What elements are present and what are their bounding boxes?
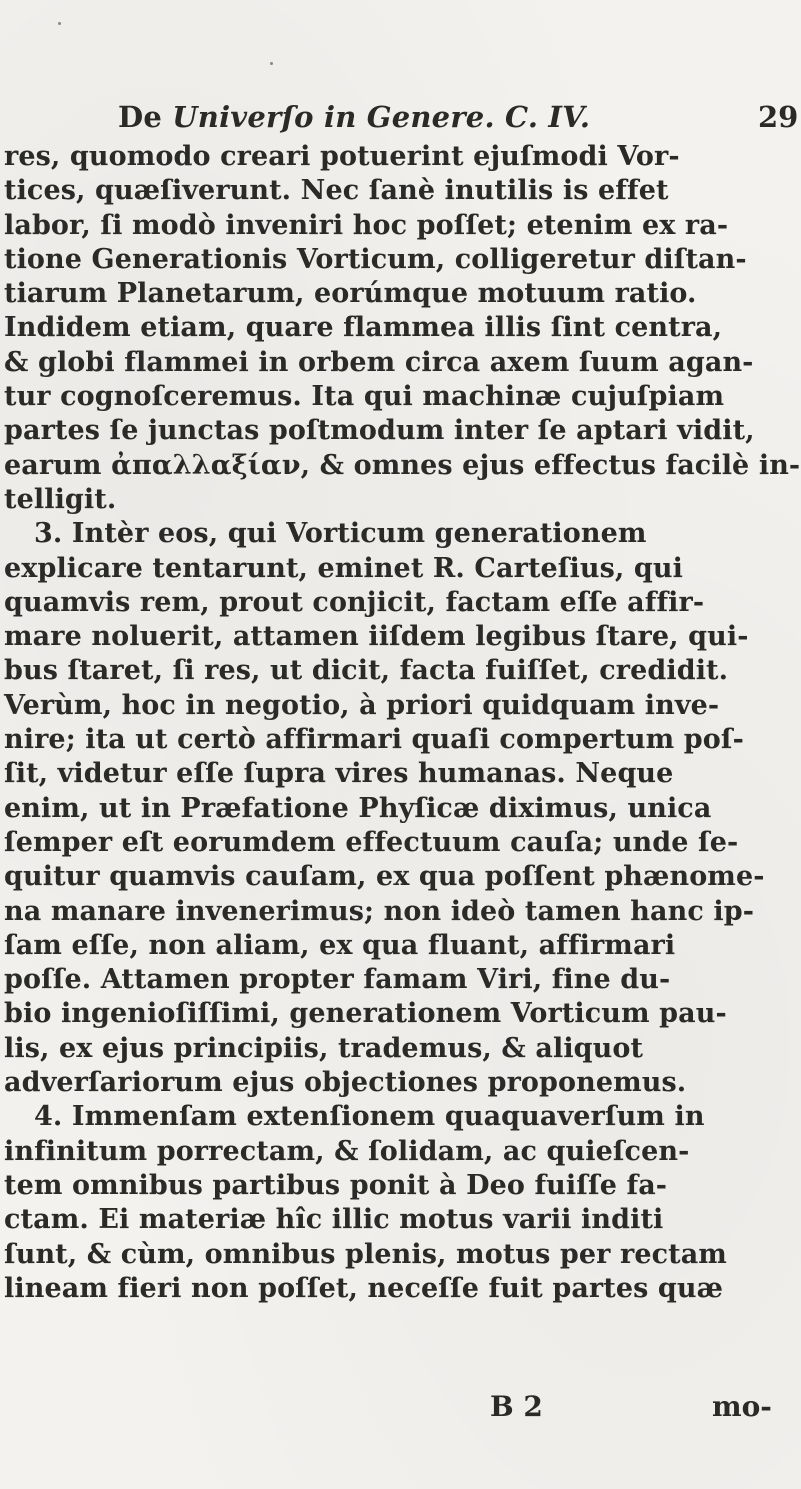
text-line: enim, ut in Præfatione Phyſicæ diximus, unica bbox=[4, 792, 712, 824]
page-footer bbox=[0, 1390, 801, 1430]
text-line: adverſariorum ejus objectiones proponemus. bbox=[4, 1067, 687, 1099]
text-line: & globi flammei in orbem circa axem ſuum agan- bbox=[4, 346, 754, 378]
text-line: lis, ex ejus principiis, trademus, & aliquot bbox=[4, 1032, 644, 1064]
text-line: nire; ita ut certò affirmari quaſi compertum poſ- bbox=[4, 724, 744, 756]
text-line: bio ingenioſiſſimi, generationem Vorticum pau- bbox=[4, 998, 727, 1030]
text-line: poſſe. Attamen propter famam Viri, fine du- bbox=[4, 964, 671, 996]
text-line: labor, ſi modò inveniri hoc poſſet; etenim ex ra- bbox=[4, 209, 729, 241]
ink-speck bbox=[58, 22, 61, 25]
paragraph-3-start: 3. Intèr eos, qui Vorticum generationem bbox=[34, 518, 647, 550]
text-line: quamvis rem, prout conjicit, factam eſſe affir- bbox=[4, 586, 705, 618]
running-header bbox=[0, 100, 801, 142]
text-line: bus ſtaret, ſi res, ut dicit, facta fuiſſet, credidit. bbox=[4, 655, 729, 687]
text-line: earum ἀπαλλαξίαν, & omnes ejus effectus facilè in- bbox=[4, 449, 801, 481]
text-line: partes ſe junctas poſtmodum inter ſe aptari vidit, bbox=[4, 415, 755, 447]
text-line: tiarum Planetarum, eorúmque motuum ratio. bbox=[4, 278, 697, 310]
ink-speck bbox=[270, 62, 273, 65]
text-line: infinitum porrectam, & ſolidam, ac quieſcen- bbox=[4, 1135, 690, 1167]
text-line: telligit. bbox=[4, 483, 117, 515]
text-line: tem omnibus partibus ponit à Deo fuiſſe fa- bbox=[4, 1169, 668, 1201]
text-line: ſunt, & cùm, omnibus plenis, motus per rectam bbox=[4, 1238, 727, 1270]
catchword: mo- bbox=[712, 1390, 772, 1423]
page-number: 29 bbox=[758, 100, 799, 134]
text-block bbox=[0, 140, 801, 1306]
paragraph-4-start: 4. Immenſam extenſionem quaquaverſum in bbox=[34, 1101, 705, 1133]
text-line: mare noluerit, attamen iiſdem legibus ſtare, qui- bbox=[4, 621, 749, 653]
text-line: na manare invenerimus; non ideò tamen hanc ip- bbox=[4, 895, 754, 927]
text-line: ctam. Ei materiæ hîc illic motus varii inditi bbox=[4, 1204, 664, 1236]
text-line: Indidem etiam, quare flammea illis ſint centra, bbox=[4, 312, 723, 344]
text-line: ſit, videtur eſſe ſupra vires humanas. Neque bbox=[4, 758, 674, 790]
running-title-rest: Univerſo in Genere. C. IV. bbox=[172, 100, 591, 134]
signature-mark: B 2 bbox=[490, 1390, 543, 1423]
text-line: ſemper eſt eorumdem effectuum cauſa; unde ſe- bbox=[4, 826, 739, 858]
text-line: tione Generationis Vorticum, colligeretur diſtan- bbox=[4, 243, 747, 275]
running-title bbox=[118, 100, 590, 134]
text-line: res, quomodo creari potuerint ejuſmodi Vor- bbox=[4, 141, 680, 172]
text-line: Verùm, hoc in negotio, à priori quidquam inve- bbox=[4, 689, 720, 721]
running-title-lead: De bbox=[118, 100, 162, 134]
text-line: lineam fieri non poſſet, neceſſe fuit partes quæ bbox=[4, 1272, 724, 1304]
text-line: ſam eſſe, non aliam, ex qua fluant, affirmari bbox=[4, 929, 676, 961]
text-line: explicare tentarunt, eminet R. Carteſius, qui bbox=[4, 552, 683, 584]
text-line: tices, quæſiverunt. Nec ſanè inutilis is effet bbox=[4, 175, 669, 207]
text-line: tur cognoſceremus. Ita qui machinæ cujuſpiam bbox=[4, 381, 725, 413]
text-line: quitur quamvis cauſam, ex qua poſſent phænome- bbox=[4, 861, 765, 893]
